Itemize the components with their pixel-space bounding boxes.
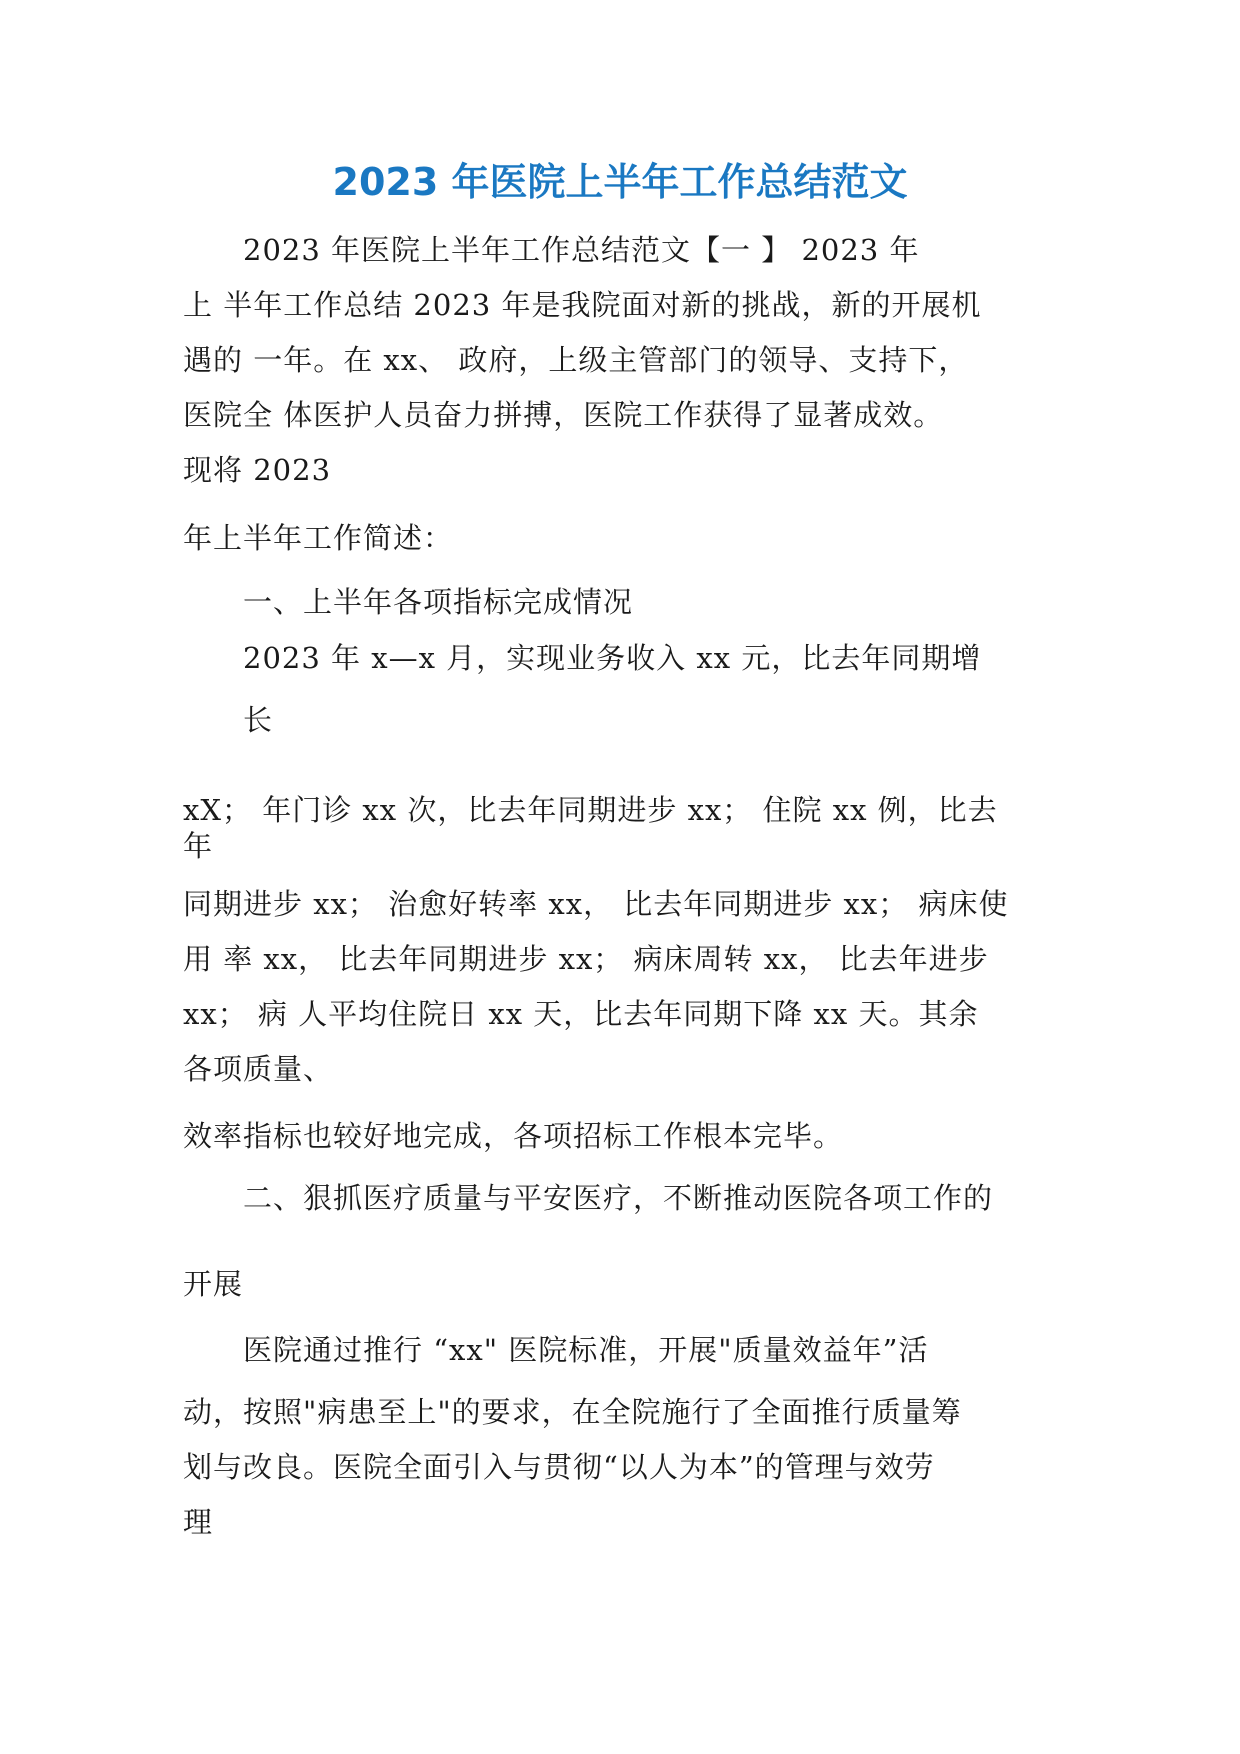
- paragraph-line: 划与改良。医院全面引入与贯彻“以人为本”的管理与效劳: [183, 1450, 935, 1484]
- section-heading: 一、上半年各项指标完成情况: [243, 585, 634, 619]
- paragraph-line: 同期进步 xx； 治愈好转率 xx， 比去年同期进步 xx； 病床使: [183, 887, 1009, 921]
- document-title: 2023 年医院上半年工作总结范文: [332, 160, 908, 204]
- paragraph-line: 用 率 xx， 比去年同期进步 xx； 病床周转 xx， 比去年进步: [183, 942, 989, 976]
- paragraph-line: xX； 年门诊 xx 次，比去年同期进步 xx； 住院 xx 例，比去: [183, 793, 998, 827]
- paragraph-line: 遇的 一年。在 xx、 政府，上级主管部门的领导、支持下，: [183, 343, 969, 377]
- paragraph-line: xx； 病 人平均住院日 xx 天，比去年同期下降 xx 天。其余: [183, 997, 979, 1031]
- paragraph-line: 现将 2023: [183, 453, 332, 487]
- paragraph-line: 动，按照"病患至上"的要求，在全院施行了全面推行质量筹: [183, 1395, 962, 1429]
- paragraph-line: 年: [183, 829, 214, 863]
- paragraph-line: 医院全 体医护人员奋力拼搏，医院工作获得了显著成效。: [183, 398, 944, 432]
- paragraph-line: 各项质量、: [183, 1052, 334, 1086]
- paragraph-line: 理: [183, 1505, 214, 1539]
- paragraph-line: 医院通过推行 “xx" 医院标准，开展"质量效益年”活: [243, 1333, 929, 1367]
- paragraph-line: 2023 年 x—x 月，实现业务收入 xx 元，比去年同期增: [243, 641, 982, 675]
- paragraph-line: 上 半年工作总结 2023 年是我院面对新的挑战，新的开展机: [183, 288, 982, 322]
- paragraph-line: 2023 年医院上半年工作总结范文【一 】 2023 年: [243, 233, 920, 267]
- paragraph-line: 长: [243, 703, 274, 737]
- section-heading: 开展: [183, 1267, 244, 1301]
- paragraph-line: 年上半年工作简述：: [183, 521, 454, 555]
- section-heading: 二、狠抓医疗质量与平安医疗，不断推动医院各项工作的: [243, 1181, 994, 1215]
- paragraph-line: 效率指标也较好地完成，各项招标工作根本完毕。: [183, 1119, 844, 1153]
